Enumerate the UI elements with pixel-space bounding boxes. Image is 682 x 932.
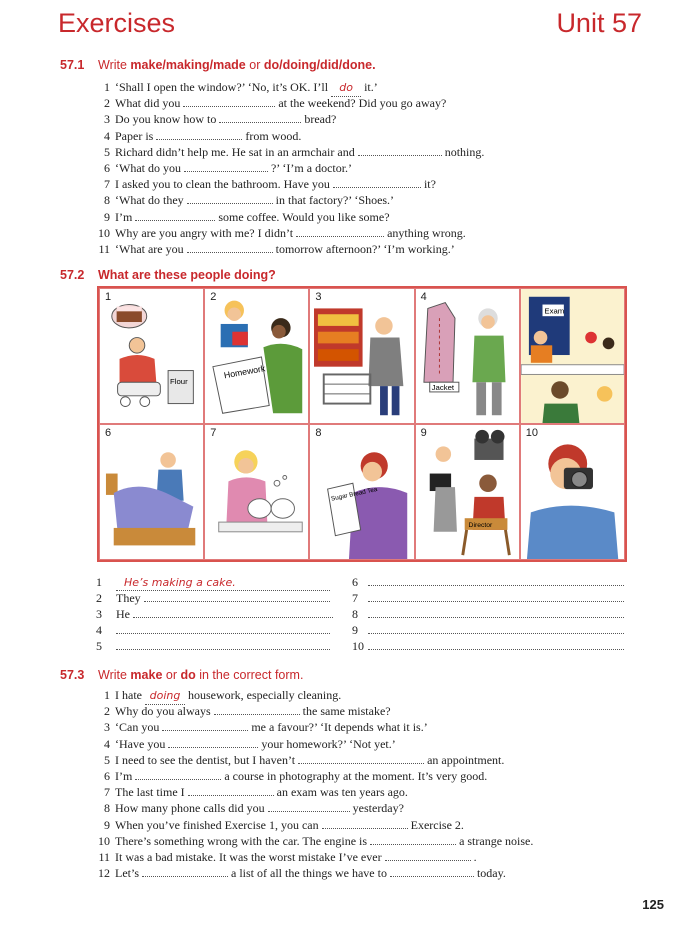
exercise-line (88, 176, 648, 192)
exercise-line (88, 95, 648, 111)
answer-blank[interactable] (268, 801, 350, 812)
answer-blank[interactable] (368, 639, 624, 650)
flour-label: Flour (170, 377, 188, 387)
line-text: an appointment. (427, 752, 505, 767)
line-number: 4 (104, 736, 110, 751)
line-number: 2 (104, 704, 110, 719)
answer-blank[interactable] (390, 866, 474, 877)
answer-number: 7 (352, 591, 358, 605)
exercise-line (88, 192, 648, 208)
cake-illustration (100, 289, 203, 423)
exercise-line (88, 144, 648, 160)
exercise-57-3-lines (88, 687, 648, 881)
line-text: a course in photography at the moment. It’s very good. (224, 768, 488, 783)
exercise-57-3-heading: 57.3 Write make or do in the correct form. (60, 668, 304, 682)
line-text: The last time I (115, 785, 185, 800)
line-text: at the weekend? Did you go away? (278, 96, 447, 111)
line-number: 11 (98, 849, 110, 864)
answer-number: 5 (96, 639, 102, 653)
line-text: ‘Can you (115, 720, 160, 735)
line-text: Exercise 2. (410, 817, 464, 832)
answer-number: 3 (96, 607, 102, 621)
answer-row (352, 639, 628, 655)
line-number: 3 (104, 112, 110, 127)
answer-blank[interactable] (162, 720, 248, 731)
exercise-line (88, 79, 648, 95)
answer-number: 10 (352, 639, 364, 653)
answer-number: 4 (96, 623, 102, 637)
line-text: yesterday? (352, 801, 404, 816)
answer-blank[interactable] (116, 639, 330, 650)
line-text: housework, especially cleaning. (187, 688, 342, 702)
answer-blank[interactable] (184, 161, 268, 172)
answer-number: 9 (352, 623, 358, 637)
answer-blank[interactable] (368, 623, 624, 634)
line-text: What did you (115, 96, 181, 111)
line-number: 10 (98, 225, 110, 240)
line-number: 11 (98, 241, 110, 256)
line-number: 8 (104, 193, 110, 208)
answer-blank[interactable] (298, 753, 424, 764)
answer-prefix: He (116, 607, 130, 621)
answer-blank[interactable] (188, 785, 274, 796)
picture-1: 1 Flour (99, 288, 204, 424)
exercise-line (88, 784, 648, 800)
line-text: I asked you to clean the bathroom. Have you (115, 177, 330, 192)
answer-blank[interactable] (156, 129, 242, 140)
exercise-57-2-heading: 57.2 What are these people doing? (60, 268, 276, 282)
line-text: ‘What are you (115, 241, 184, 256)
line-number: 5 (104, 144, 110, 159)
answer-blank[interactable] (187, 193, 273, 204)
line-text: I need to see the dentist, but I haven’t (115, 752, 296, 767)
line-text: nothing. (444, 144, 485, 159)
jacket-illustration (416, 289, 519, 423)
line-text: me a favour?’ ‘It depends what it is.’ (251, 720, 428, 735)
picture-3: 3 (309, 288, 414, 424)
answer-blank[interactable] (133, 607, 333, 618)
exercise-line (88, 849, 648, 865)
picture-7: 7 (204, 424, 309, 560)
line-text: There’s something wrong with the car. The engine is (115, 833, 368, 848)
line-number: 12 (98, 866, 110, 881)
exercise-57-1-lines (88, 79, 648, 257)
answer-row (96, 575, 336, 591)
exercise-line (88, 800, 648, 816)
line-number: 2 (104, 96, 110, 111)
picture-6: 6 (99, 424, 204, 560)
answer-blank[interactable] (322, 818, 408, 829)
answer-blank[interactable] (368, 591, 624, 602)
answer-blank[interactable] (183, 96, 275, 107)
line-text: Let’s (115, 866, 139, 881)
line-number: 6 (104, 768, 110, 783)
line-text: Paper is (115, 128, 154, 143)
answer-row (352, 575, 628, 591)
answer-prefix: They (116, 591, 141, 605)
line-number: 1 (104, 80, 110, 94)
line-text: It was a bad mistake. It was the worst mistake I’ve ever (115, 849, 382, 864)
line-number: 10 (98, 833, 110, 848)
line-text: I’m (115, 768, 133, 783)
exercise-line (88, 752, 648, 768)
line-text: ‘What do you (115, 160, 181, 175)
answer-blank[interactable] (370, 834, 456, 845)
line-text: tomorrow afternoon?’ ‘I’m working.’ (275, 241, 455, 256)
sample-answer: doing (149, 689, 181, 702)
answer-blank[interactable] (219, 112, 301, 123)
picture-2: 2 Homework (204, 288, 309, 424)
answer-blank[interactable] (135, 210, 215, 221)
answer-blank[interactable] (385, 850, 471, 861)
answer-blank[interactable] (144, 591, 330, 602)
answer-blank[interactable] (358, 145, 442, 156)
line-text: How many phone calls did you (115, 801, 265, 816)
answer-blank[interactable] (142, 866, 228, 877)
answer-row (96, 591, 336, 607)
line-text: When you’ve finished Exercise 1, you can (115, 817, 319, 832)
answer-blank[interactable] (214, 704, 300, 715)
line-text: ‘Shall I open the window?’ ‘No, it’s OK. I’ll (115, 80, 329, 94)
answer-number: 2 (96, 591, 102, 605)
exercise-line (88, 209, 648, 225)
line-number: 9 (104, 209, 110, 224)
exercise-line (88, 703, 648, 719)
page-number: 125 (642, 897, 664, 912)
line-number: 1 (104, 688, 110, 702)
answers-left-column (96, 575, 336, 655)
line-text: anything wrong. (387, 225, 466, 240)
exercise-line (88, 719, 648, 735)
film-director-illustration (416, 425, 519, 559)
answer-number: 6 (352, 575, 358, 589)
picture-8: 8 Sugar Bread Tea (309, 424, 414, 560)
answer-row (96, 607, 336, 623)
exam-illustration (521, 289, 624, 423)
shopping-list-illustration (310, 425, 413, 559)
line-number: 5 (104, 752, 110, 767)
exercise-line (88, 111, 648, 127)
line-number: 7 (104, 177, 110, 192)
director-label: Director (468, 521, 492, 529)
answer-row (96, 623, 336, 639)
exercise-line (88, 241, 648, 257)
homework-label: Homework (223, 363, 267, 381)
answer-number: 1 (96, 575, 102, 589)
picture-9: 9 Director (415, 424, 520, 560)
line-text: bread? (304, 112, 337, 127)
line-text: some coffee. Would you like some? (218, 209, 390, 224)
answer-blank[interactable] (116, 623, 330, 634)
line-text: a strange noise. (459, 833, 534, 848)
line-text: Do you know how to (115, 112, 217, 127)
answer-blank[interactable] (368, 575, 624, 586)
picture-4: 4 Jacket (415, 288, 520, 424)
exercise-line (88, 128, 648, 144)
line-text: . (473, 849, 477, 864)
exam-label: Exam (544, 306, 565, 316)
jacket-label: Jacket (431, 382, 454, 392)
page-title: Exercises (58, 8, 176, 38)
line-number: 3 (104, 720, 110, 735)
line-text: ?’ ‘I’m a doctor.’ (270, 160, 353, 175)
answer-number: 8 (352, 607, 358, 621)
line-text: it.’ (364, 80, 378, 94)
line-text: in that factory?’ ‘Shoes.’ (275, 193, 395, 208)
washing-up-illustration (205, 425, 308, 559)
exercise-line (88, 225, 648, 241)
line-number: 7 (104, 785, 110, 800)
exercise-line (88, 687, 648, 703)
line-number: 9 (104, 817, 110, 832)
answers-right-column (352, 575, 628, 655)
exercise-line (88, 817, 648, 833)
line-number: 8 (104, 801, 110, 816)
line-text: Why are you angry with me? I didn’t (115, 225, 294, 240)
picture-5 (520, 288, 625, 424)
sample-answer: He’s making a cake. (124, 576, 236, 589)
exercise-57-1-heading: 57.1 Write make/making/made or do/doing/did/done. (60, 58, 376, 72)
homework-illustration (205, 289, 308, 423)
shopping-illustration (310, 289, 413, 423)
answer-blank[interactable] (135, 769, 221, 780)
answer-blank[interactable] (368, 607, 624, 618)
line-text: Richard didn’t help me. He sat in an armchair and (115, 144, 355, 159)
exercise-line (88, 736, 648, 752)
answer-blank[interactable] (333, 177, 421, 188)
answer-row (352, 623, 628, 639)
photographer-illustration (521, 425, 624, 559)
shopping-list-label: Sugar Bread Tea (330, 486, 379, 503)
unit-title: Unit 57 (556, 8, 642, 38)
answer-blank[interactable] (168, 737, 258, 748)
line-text: from wood. (245, 128, 302, 143)
answer-row (96, 639, 336, 655)
answer-row (352, 591, 628, 607)
exercise-line (88, 768, 648, 784)
answer-blank[interactable] (187, 242, 273, 253)
line-text: Why do you always (115, 704, 211, 719)
line-text: your homework?’ ‘Not yet.’ (261, 736, 396, 751)
answer-blank[interactable] (296, 226, 384, 237)
line-text: it? (423, 177, 436, 192)
line-text: ‘Have you (115, 736, 166, 751)
line-text: ‘What do they (115, 193, 184, 208)
line-text: an exam was ten years ago. (276, 785, 408, 800)
exercise-line (88, 160, 648, 176)
picture-grid (97, 286, 627, 562)
line-text: I’m (115, 209, 133, 224)
answer-row (352, 607, 628, 623)
line-text: I hate (115, 688, 142, 702)
line-text: a list of all the things we have to (231, 866, 387, 881)
bed-illustration (100, 425, 203, 559)
line-number: 6 (104, 160, 110, 175)
picture-10: 10 (520, 424, 625, 560)
exercise-line (88, 833, 648, 849)
line-text: today. (476, 866, 506, 881)
line-text: the same mistake? (302, 704, 391, 719)
exercise-line (88, 865, 648, 881)
line-number: 4 (104, 128, 110, 143)
answer-blank[interactable] (116, 575, 330, 591)
sample-answer: do (339, 81, 353, 94)
